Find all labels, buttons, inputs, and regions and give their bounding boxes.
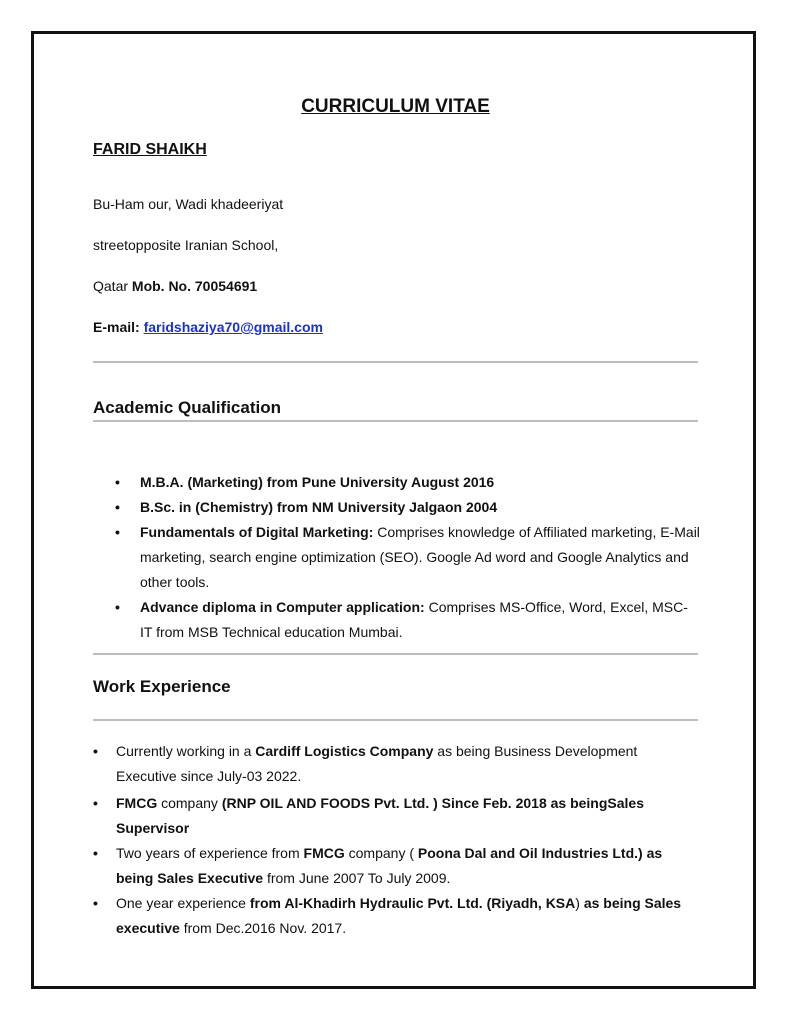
email-link[interactable]: faridshaziya70@gmail.com bbox=[143, 319, 323, 335]
academic-list bbox=[115, 470, 700, 645]
bullet-icon: • bbox=[93, 845, 98, 861]
divider bbox=[93, 653, 698, 655]
bullet-icon: • bbox=[115, 499, 120, 515]
bullet-icon: • bbox=[115, 599, 120, 615]
email-line bbox=[93, 319, 323, 335]
list-item: • Currently working in a Cardiff Logistics Company as being Business Development Executive since July-03 2022. bbox=[116, 739, 701, 789]
work-heading: Work Experience bbox=[93, 677, 231, 696]
address-line-3 bbox=[93, 278, 257, 294]
list-item: • B.Sc. in (Chemistry) from NM University Jalgaon 2004 bbox=[140, 495, 700, 520]
bullet-icon: • bbox=[115, 474, 120, 490]
bullet-icon: • bbox=[93, 743, 98, 759]
address-line-2: streetopposite Iranian School, bbox=[93, 237, 279, 253]
bullet-icon: • bbox=[93, 795, 98, 811]
list-item: • One year experience from Al-Khadirh Hydraulic Pvt. Ltd. (Riyadh, KSA) as being Sales executive from Dec.2016 Nov. 2017. bbox=[116, 891, 701, 941]
email-label: E-mail: bbox=[93, 319, 144, 335]
document-title: CURRICULUM VITAE bbox=[301, 96, 490, 117]
academic-heading: Academic Qualification bbox=[93, 398, 281, 417]
divider bbox=[93, 719, 698, 721]
list-item: • Two years of experience from FMCG company ( Poona Dal and Oil Industries Ltd.) as being Sales Executive from June 2007 To July 2009. bbox=[116, 841, 701, 891]
list-item: • Advance diploma in Computer application: Comprises MS-Office, Word, Excel, MSC-IT from MSB Technical education Mumbai. bbox=[140, 595, 700, 645]
work-list bbox=[93, 739, 701, 941]
mobile-number: Mob. No. 70054691 bbox=[131, 278, 258, 294]
list-item: • M.B.A. (Marketing) from Pune University August 2016 bbox=[140, 470, 700, 495]
list-item: • FMCG company (RNP OIL AND FOODS Pvt. Ltd. ) Since Feb. 2018 as beingSales Supervisor bbox=[116, 791, 701, 841]
bullet-icon: • bbox=[115, 524, 120, 540]
divider bbox=[93, 420, 698, 422]
bullet-icon: • bbox=[93, 895, 98, 911]
divider bbox=[93, 361, 698, 363]
candidate-name: FARID SHAIKH bbox=[93, 141, 207, 158]
address-country: Qatar bbox=[93, 278, 132, 294]
list-item: • Fundamentals of Digital Marketing: Comprises knowledge of Affiliated marketing, E-Mail marketing, search engine optimization (SEO). Google Ad word and Google Analytics and other tools. bbox=[140, 520, 700, 595]
address-line-1: Bu-Ham our, Wadi khadeeriyat bbox=[93, 196, 284, 212]
